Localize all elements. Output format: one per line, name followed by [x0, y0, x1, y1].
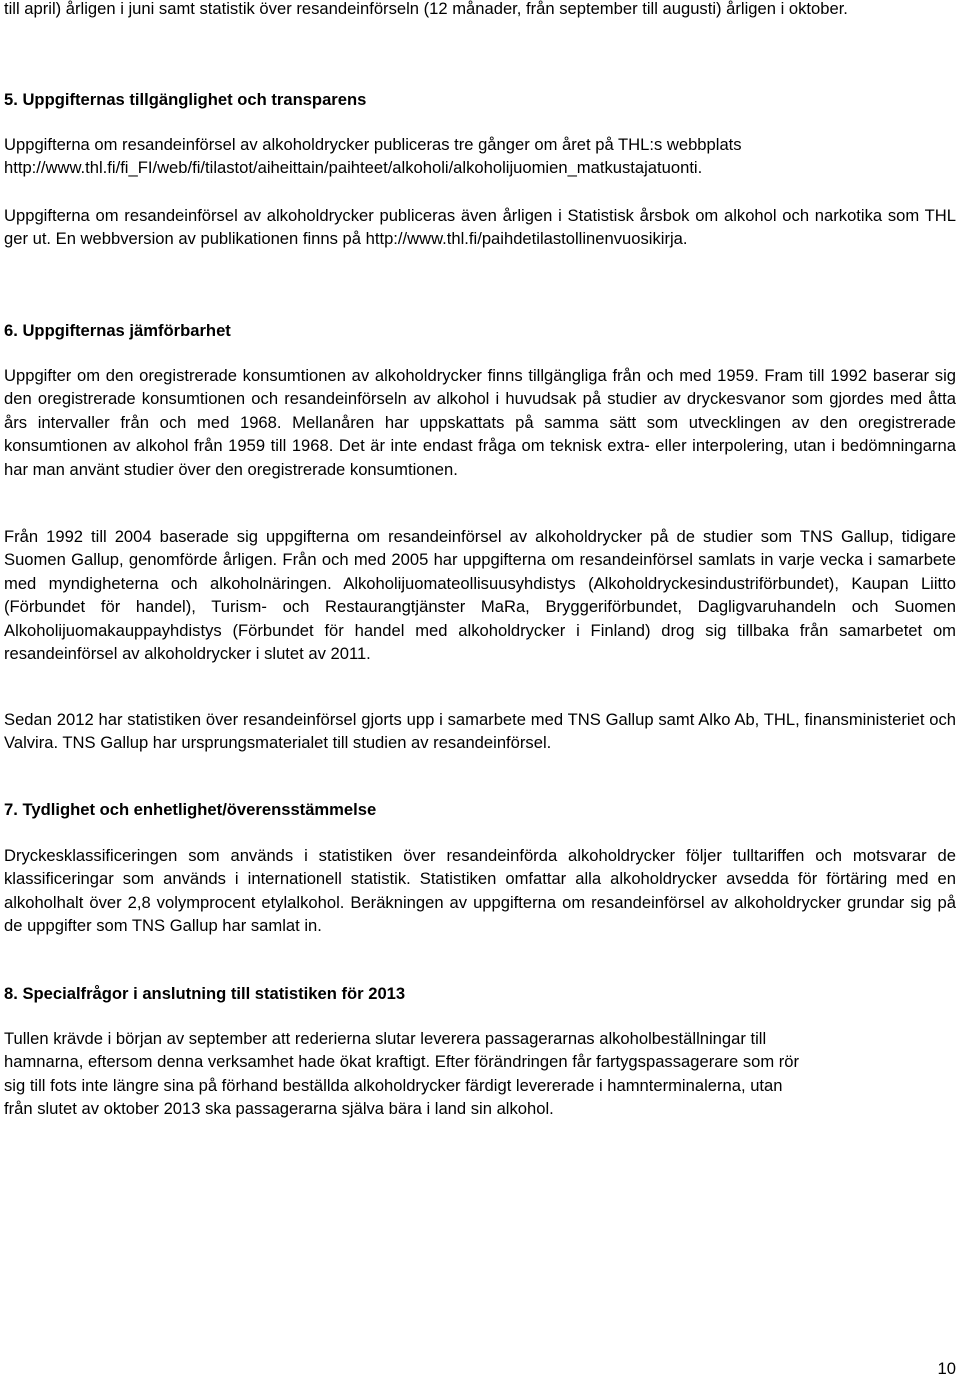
page-number: 10: [937, 1359, 956, 1378]
section-5-paragraph-2-text: Uppgifterna om resandeinförsel av alkoholdrycker publiceras även årligen i Statistisk årsbok om alkohol och narkotika som THL ger ut. En webbversion av publikationen finns på: [4, 206, 956, 249]
section-6-paragraph-3: Sedan 2012 har statistiken över resandeinförsel gjorts upp i samarbete med TNS Gallup samt Alko Ab, THL, finansministeriet och Valvira. TNS Gallup har ursprungsmaterialet till studien av resandeinförsel.: [4, 710, 956, 753]
section-8-paragraph-1: [4, 1027, 956, 1121]
section-8-heading: 8. Specialfrågor i anslutning till statistiken för 2013: [4, 984, 406, 1003]
thl-statistics-link[interactable]: http://www.thl.fi/fi_FI/web/fi/tilastot/aiheittain/paihteet/alkoholi/alkoholijuomien_matkustajatuonti.: [4, 158, 703, 178]
section-6-paragraph-1: Uppgifter om den oregistrerade konsumtionen av alkoholdrycker finns tillgängliga från och med 1959. Fram till 1992 baserar sig den oregistrerade konsumtionen och resandeinförseln av alkohol i huvudsak på studier av dryckesvanor som gjordes med åtta års intervaller från och med 1968. Mellanåren har uppskattats på samma sätt som utvecklingen av den oregistrerade konsumtionen av alkohol från 1959 till 1968. Det är inte endast fråga om teknisk extra- eller interpolering, utan i bedömningarna har man använt studier över den oregistrerade konsumtionen.: [4, 366, 956, 479]
section-6-heading: 6. Uppgifternas jämförbarhet: [4, 321, 231, 340]
section-7-heading: 7. Tydlighet och enhetlighet/överensstämmelse: [4, 800, 377, 819]
section-6-paragraph-2: Från 1992 till 2004 baserade sig uppgifterna om resandeinförsel av alkoholdrycker på de studier som TNS Gallup, tidigare Suomen Gallup, genomförde årligen. Från och med 2005 har uppgifterna om resandeinförsel samlats in varje vecka i samarbete med myndigheterna och alkoholnäringen. Alkoholijuomateollisuusyhdistys (Alkoholdryckesindustriförbundet), Kaupan Liitto (Förbundet för handel), Turism- och Restaurangtjänster MaRa, Bryggeriförbundet, Dagligvaruhandeln och Suomen Alkoholijuomakauppayhdistys (Förbundet för handel med alkoholdrycker i Finland) drog sig tillbaka från samarbetet om resandeinförsel av alkoholdrycker i slutet av 2011.: [4, 527, 956, 664]
section-5-heading: 5. Uppgifternas tillgänglighet och transparens: [4, 90, 367, 109]
section-5-paragraph-2: [4, 204, 956, 251]
intro-paragraph: till april) årligen i juni samt statistik över resandeinförseln (12 månader, från september till augusti) årligen i oktober.: [4, 0, 848, 18]
yearbook-link[interactable]: http://www.thl.fi/paihdetilastollinenvuosikirja.: [365, 229, 688, 249]
section-5-paragraph-1-text: Uppgifterna om resandeinförsel av alkoholdrycker publiceras tre gånger om året på THL:s webbplats: [4, 135, 742, 154]
section-7-paragraph-1: Dryckesklassificeringen som används i statistiken över resandeinförda alkoholdrycker följer tulltariffen och motsvarar de klassificeringar som används i internationell statistik. Statistiken omfattar alla alkoholdrycker avsedda för förtäring med en alkoholhalt över 2,8 volymprocent etylalkohol. Beräkningen av uppgifterna om resandeinförsel av alkoholdrycker grundar sig på de uppgifter som TNS Gallup har samlat in.: [4, 846, 956, 936]
section-5-paragraph-1: [4, 133, 956, 180]
section-8-line-4: från slutet av oktober 2013 ska passagerarna själva bära i land sin alkohol.: [4, 1099, 554, 1119]
section-8-line-1: Tullen krävde i början av september att rederierna slutar leverera passagerarnas alkoholbeställningar till: [4, 1029, 767, 1048]
section-8-line-3: sig till fots inte längre sina på förhand beställda alkoholdrycker färdigt levererade i hamnterminalerna, utan: [4, 1075, 783, 1095]
section-8-line-2: hamnarna, eftersom denna verksamhet hade ökat kraftigt. Efter förändringen får fartygspassagerare som rör: [4, 1052, 800, 1072]
